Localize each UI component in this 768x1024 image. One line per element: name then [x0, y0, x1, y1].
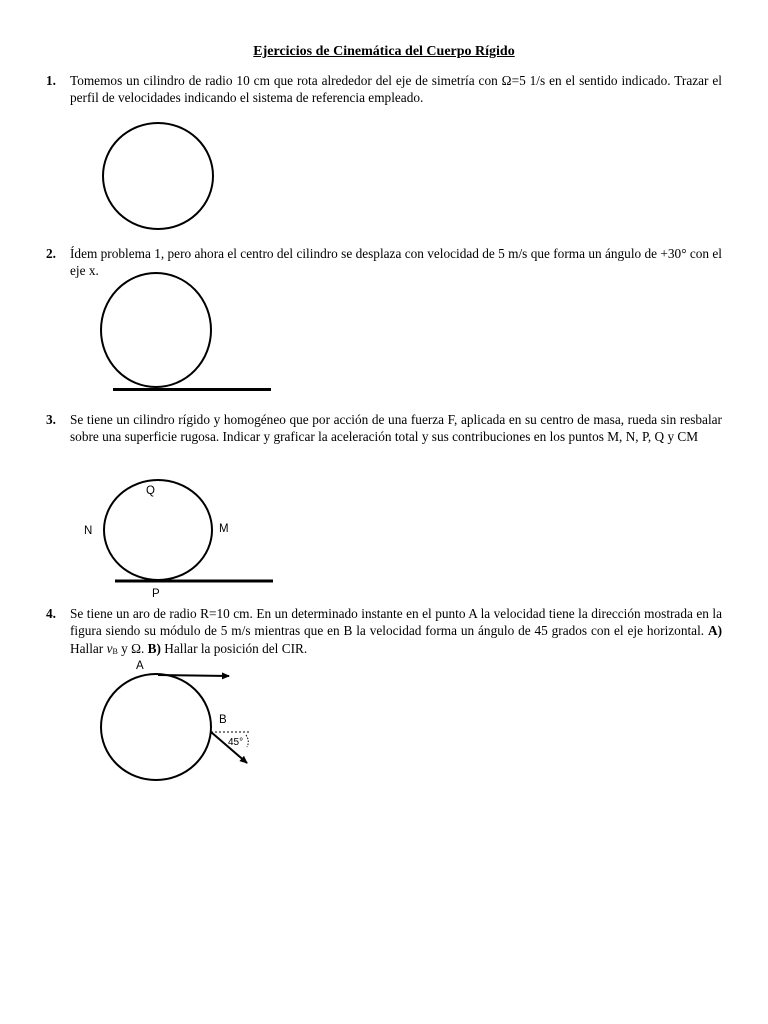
cylinder-1 — [103, 123, 213, 229]
point-m-label: M — [219, 523, 229, 535]
point-p-label: P — [152, 588, 160, 600]
problem-3-number: 3. — [46, 412, 56, 427]
ring-4 — [101, 674, 211, 780]
angle-label: 45° — [228, 737, 244, 748]
velocity-subscript: B — [112, 646, 118, 656]
problem-4-text-main: Se tiene un aro de radio R=10 cm. En un determinado instante en el punto A la velocidad tiene la dirección mostrada en la figura siendo su módulo de 5 m/s mientras que en B la velocidad forma un ángulo de 45 grados con el eje horizontal. — [70, 606, 722, 639]
problem-1-number: 1. — [46, 73, 56, 88]
problem-2-number: 2. — [46, 246, 56, 261]
page-title: Ejercicios de Cinemática del Cuerpo Rígido — [253, 44, 515, 59]
part-a-text-end: y Ω. — [121, 640, 145, 656]
part-a-label: A) — [707, 623, 722, 639]
cylinder-3 — [104, 480, 212, 580]
angle-arc — [246, 735, 248, 747]
problem-4-number: 4. — [46, 606, 56, 621]
problem-3-text: Se tiene un cilindro rígido y homogéneo que por acción de una fuerza F, aplicada en su centro de masa, rueda sin resbalar sobre una superficie rugosa. Indicar y graficar la aceleración total y sus contribuciones en los puntos M, N, P, Q y CM — [70, 412, 722, 445]
point-b-label: B — [219, 714, 227, 726]
point-q-label: Q — [146, 485, 155, 497]
part-b-text: Hallar la posición del CIR. — [164, 640, 308, 656]
part-a-text: Hallar — [70, 640, 104, 656]
part-b-label: B) — [147, 640, 161, 656]
point-n-label: N — [84, 525, 93, 537]
problem-1-text: Tomemos un cilindro de radio 10 cm que rota alrededor del eje de simetría con Ω=5 1/s en el sentido indicado. Trazar el perfil de velocidades indicando el sistema de referencia empleado. — [70, 73, 722, 106]
velocity-a-arrow — [158, 675, 229, 676]
point-a-label: A — [136, 660, 144, 672]
problem-2-text: Ídem problema 1, pero ahora el centro del cilindro se desplaza con velocidad de 5 m/s que forma un ángulo de +30° con el eje x. — [70, 246, 722, 279]
cylinder-2 — [101, 273, 211, 387]
velocity-symbol: v — [106, 640, 113, 656]
